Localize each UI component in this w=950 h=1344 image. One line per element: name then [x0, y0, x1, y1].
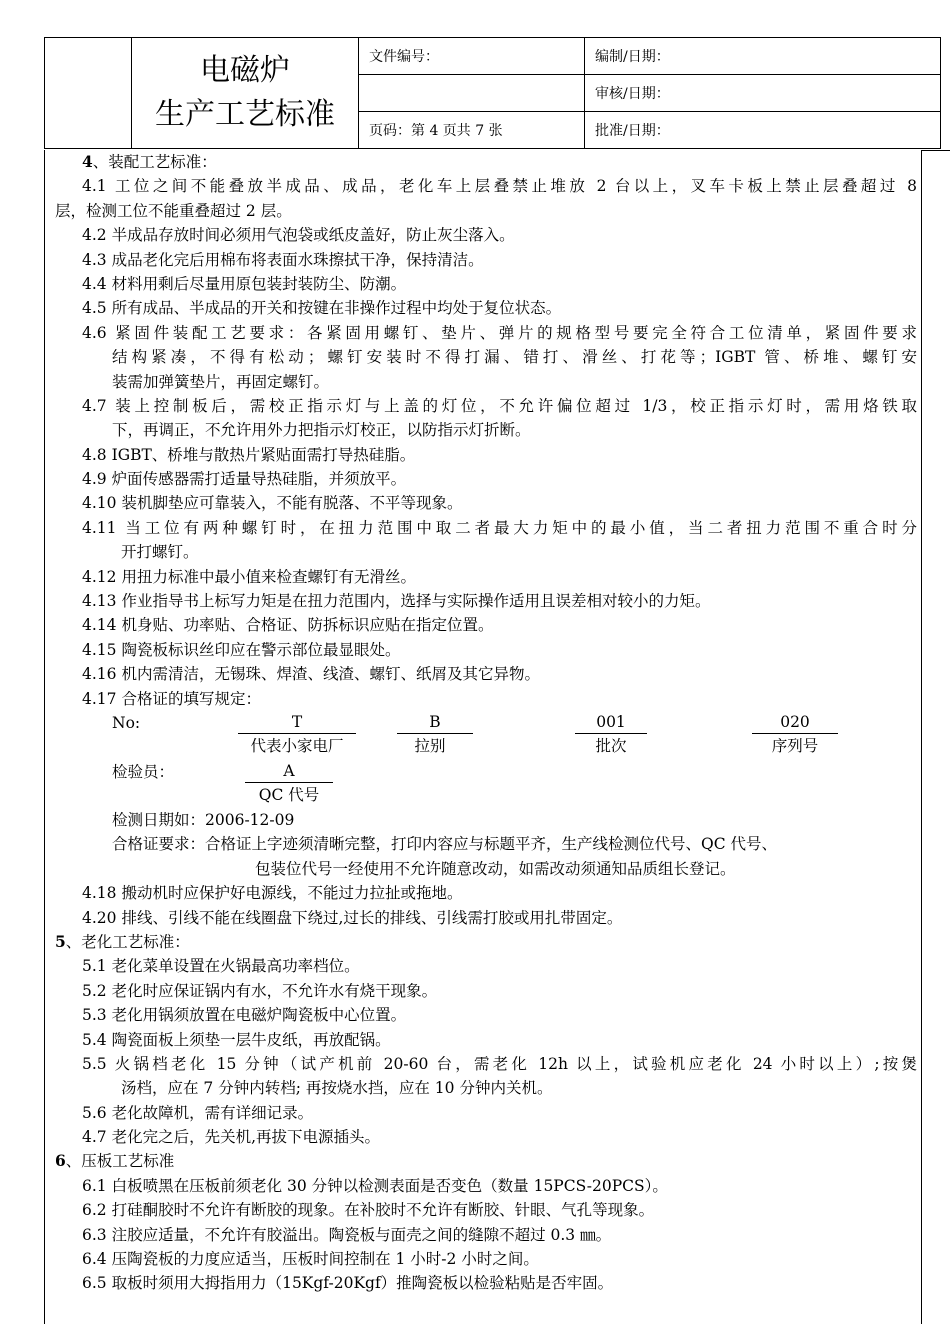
document-title [132, 38, 359, 149]
approved-cell: 批准/日期： [585, 112, 941, 149]
item-5-5-cont: 汤档，应在 7 分钟内转档; 再按烧水挡，应在 10 分钟内关机。 [121, 1079, 553, 1098]
document-body [55, 150, 917, 1296]
item-4-13: 4.13 作业指导书上标写力矩是在扭力范围内，选择与实际操作适用且误差相对较小的力矩。 [82, 592, 711, 611]
item-4-6: 4.6 紧固件装配工艺要求：各紧固用螺钉、垫片、弹片的规格型号要完全符合工位清单，紧固件要求 [82, 323, 917, 342]
cert-date-example: 检测日期如：2006-12-09 [112, 810, 295, 829]
item-4-11: 4.11 当工位有两种螺钉时，在扭力范围中取二者最大力矩中的最小值，当二者扭力范围不重合时分 [82, 518, 917, 537]
frame-right-border [921, 150, 922, 1324]
cert-inspector-label: 检验员： [112, 762, 175, 781]
cert-code-a-desc: QC 代号 [258, 785, 320, 804]
item-4-6-cont2: 装需加弹簧垫片，再固定螺钉。 [112, 372, 330, 391]
item-5-4: 5.4 陶瓷面板上须垫一层牛皮纸，再放配锅。 [82, 1030, 391, 1049]
cert-code-b: B [397, 711, 473, 734]
cert-requirement: 合格证要求：合格证上字迹须清晰完整，打印内容应与标题平齐，生产线检测位代号、QC 代号、 [112, 835, 777, 854]
item-4-14: 4.14 机身贴、功率贴、合格证、防拆标识应贴在指定位置。 [82, 616, 494, 635]
item-6-5: 6.5 取板时须用大拇指用力（15Kgf-20Kgf）推陶瓷板以检验粘贴是否牢固。 [82, 1274, 614, 1293]
item-4-10: 4.10 装机脚垫应可靠装入，不能有脱落、不平等现象。 [82, 494, 463, 513]
certificate-code-block [55, 711, 917, 808]
header-table [44, 37, 941, 149]
item-5-1: 5.1 老化菜单设置在火锅最高功率档位。 [82, 957, 360, 976]
item-5-6: 5.6 老化故障机，需有详细记录。 [82, 1103, 314, 1122]
cert-code-a: A [245, 760, 333, 783]
item-4-18: 4.18 搬动机时应保护好电源线，不能过力拉扯或拖地。 [82, 884, 463, 903]
item-4-16: 4.16 机内需清洁，无锡珠、焊渣、线渣、螺钉、纸屑及其它异物。 [82, 665, 540, 684]
item-4-4: 4.4 材料用剩后尽量用原包装封装防尘、防潮。 [82, 274, 407, 293]
section-5-heading: 5、老化工艺标准： [55, 931, 190, 951]
item-5-5: 5.5 火锅档老化 15 分钟（试产机前 20-60 台，需老化 12h 以上，试验机应老化 24 小时以上）;按煲 [82, 1054, 917, 1073]
page-number-cell: 页码：第 4 页共 7 张 [359, 112, 585, 149]
item-4-1: 4.1 工位之间不能叠放半成品、成品，老化车上层叠禁止堆放 2 台以上，叉车卡板上禁止层叠超过 8 [82, 177, 917, 196]
item-6-1: 6.1 白板喷黑在压板前须老化 30 分钟以检测表面是否变色（数量 15PCS-20PCS）。 [82, 1176, 668, 1195]
cert-requirement-cont: 包装位代号一经使用不允许随意改动，如需改动须通知品质组长登记。 [255, 859, 736, 878]
item-4-11-cont: 开打螺钉。 [121, 543, 199, 562]
item-4-5: 4.5 所有成品、半成品的开关和按键在非操作过程中均处于复位状态。 [82, 299, 562, 318]
item-4-8: 4.8 IGBT、桥堆与散热片紧贴面需打导热硅脂。 [82, 445, 416, 464]
cert-code-batch-desc: 批次 [595, 736, 627, 755]
item-4-9: 4.9 炉面传感器需打适量导热硅脂，并须放平。 [82, 470, 407, 489]
item-4-3: 4.3 成品老化完后用棉布将表面水珠擦拭干净，保持清洁。 [82, 250, 484, 269]
item-4-7-cont: 下，再调正，不允许用外力把指示灯校正，以防指示灯折断。 [112, 421, 531, 440]
doc-number-cell: 文件编号： [359, 38, 585, 75]
item-4-1-cont: 层，检测工位不能重叠超过 2 层。 [55, 201, 292, 220]
header-blank-cell [45, 38, 132, 149]
cert-code-t: T [238, 711, 356, 734]
item-6-2: 6.2 打硅酮胶时不允许有断胶的现象。在补胶时不允许有断胶、针眼、气孔等现象。 [82, 1201, 655, 1220]
item-4-15: 4.15 陶瓷板标识丝印应在警示部位最显眼处。 [82, 640, 401, 659]
item-6-4: 6.4 压陶瓷板的力度应适当，压板时间控制在 1 小时-2 小时之间。 [82, 1250, 539, 1269]
section-4-heading: 4、装配工艺标准： [82, 152, 217, 171]
cert-code-serial: 020 [752, 711, 838, 734]
cert-code-t-desc: 代表小家电厂 [250, 736, 344, 755]
title-line2: 生产工艺标准 [155, 97, 335, 132]
frame-tick [921, 150, 950, 151]
cert-code-serial-desc: 序列号 [771, 736, 819, 755]
reviewed-cell: 审核/日期： [585, 75, 941, 112]
item-4-2: 4.2 半成品存放时间必须用气泡袋或纸皮盖好，防止灰尘落入。 [82, 226, 515, 245]
empty-cell [359, 75, 585, 112]
cert-code-b-desc: 拉别 [414, 736, 446, 755]
item-4-12: 4.12 用扭力标准中最小值来检查螺钉有无滑丝。 [82, 567, 416, 586]
item-4-20: 4.20 排线、引线不能在线圈盘下绕过,过长的排线、引线需打胶或用扎带固定。 [82, 908, 623, 927]
prepared-cell: 编制/日期： [585, 38, 941, 75]
item-4-7: 4.7 装上控制板后，需校正指示灯与上盖的灯位，不允许偏位超过 1/3，校正指示灯时，需用烙铁取 [82, 396, 917, 415]
item-5-3: 5.3 老化用锅须放置在电磁炉陶瓷板中心位置。 [82, 1006, 407, 1025]
item-6-3: 6.3 注胶应适量，不允许有胶溢出。陶瓷板与面壳之间的缝隙不超过 0.3 ㎜。 [82, 1225, 612, 1244]
item-4-6-cont: 结构紧凑，不得有松动；螺钉安装时不得打漏、错打、滑丝、打花等；IGBT 管、桥堆、螺钉安 [112, 348, 917, 367]
item-5-7: 4.7 老化完之后，先关机,再拔下电源插头。 [82, 1128, 381, 1147]
cert-no-label: No: [112, 713, 141, 732]
section-6-heading: 6、压板工艺标准 [55, 1151, 175, 1171]
frame-left-border [44, 150, 45, 1324]
item-5-2: 5.2 老化时应保证锅内有水，不允许水有烧干现象。 [82, 981, 438, 1000]
title-line1: 电磁炉 [200, 53, 290, 88]
item-4-17: 4.17 合格证的填写规定： [82, 689, 261, 708]
cert-code-batch: 001 [575, 711, 647, 734]
